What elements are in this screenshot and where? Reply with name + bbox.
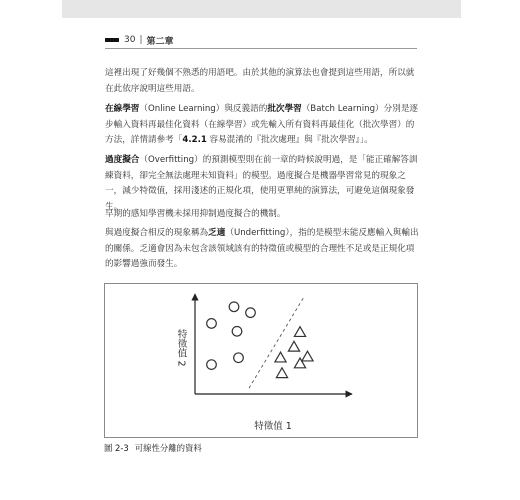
triangle-point [276, 368, 287, 378]
top-band [62, 0, 461, 18]
term-overfitting: 過度擬合 [105, 155, 140, 165]
circle-point [246, 308, 256, 318]
figure-caption [104, 442, 202, 454]
section-reference: 4.2.1 [182, 135, 207, 146]
triangle-point [294, 358, 305, 368]
circle-point [234, 353, 244, 363]
figure-frame [104, 283, 418, 438]
figure-number: 圖 2-3 [104, 443, 129, 453]
term-batch-learning: 批次學習 [267, 104, 302, 114]
y-axis-label: 特徵值 2 [175, 329, 187, 367]
circle-point [207, 360, 217, 370]
circle-point [229, 302, 239, 312]
separator-line [249, 296, 305, 388]
circle-point [232, 326, 242, 336]
running-head-separator: | [139, 35, 143, 45]
triangle-point [275, 352, 286, 362]
paragraph-intro: 這裡出現了好幾個不熟悉的用語吧。由於其他的演算法也會提到這些用語，所以就在此依序說明這些用語。 [105, 68, 415, 94]
triangle-point [288, 341, 299, 351]
paragraph-underfitting: 與過度擬合相反的現象稱為乏適（Underfitting），指的是模型未能反應輸入與輸出的關係。乏適會因為未包含該領域該有的特徵值或模型的合理性不足或是正規化項的影響過強而發生。 [105, 228, 419, 270]
chapter-title: 第二章 [146, 36, 174, 47]
paragraph-perceptron: 早期的感知學習機未採用抑制過度擬合的機制。 [105, 209, 286, 219]
circle-point [207, 319, 217, 329]
paragraph-online-learning: 在線學習（Online Learning）與反義語的批次學習（Batch Learning）分別是逐步輸入資料再最佳化資料（在線學習）或先輸入所有資料再最佳化（批次學習）的方法，詳情請參考「4.2.1 容易混淆的『批次處理』與『批次學習』」。 [105, 104, 419, 146]
page-number: 30 [124, 35, 136, 45]
running-head [105, 33, 174, 47]
triangle-point [294, 327, 305, 337]
triangle-point [302, 351, 313, 361]
term-online-learning: 在線學習 [105, 104, 140, 114]
header-rule [105, 48, 417, 49]
paragraph-overfitting: 過度擬合（Overfitting）的預測模型則在前一章的時候說明過，是「能正確解答訓練資料，卻完全無法處理未知資料」的模型。過度擬合是機器學習常見的現象之一，減少特徵值，採用淺述的正規化項，使用更單純的演算法，可避免這個現象發生。 [105, 155, 418, 212]
term-underfitting: 乏適 [208, 228, 226, 238]
x-axis-label: 特徵值 1 [254, 421, 292, 432]
scatter-plot [105, 284, 419, 439]
running-head-bar [105, 38, 119, 42]
figure-caption-text: 可線性分離的資料 [134, 443, 202, 453]
